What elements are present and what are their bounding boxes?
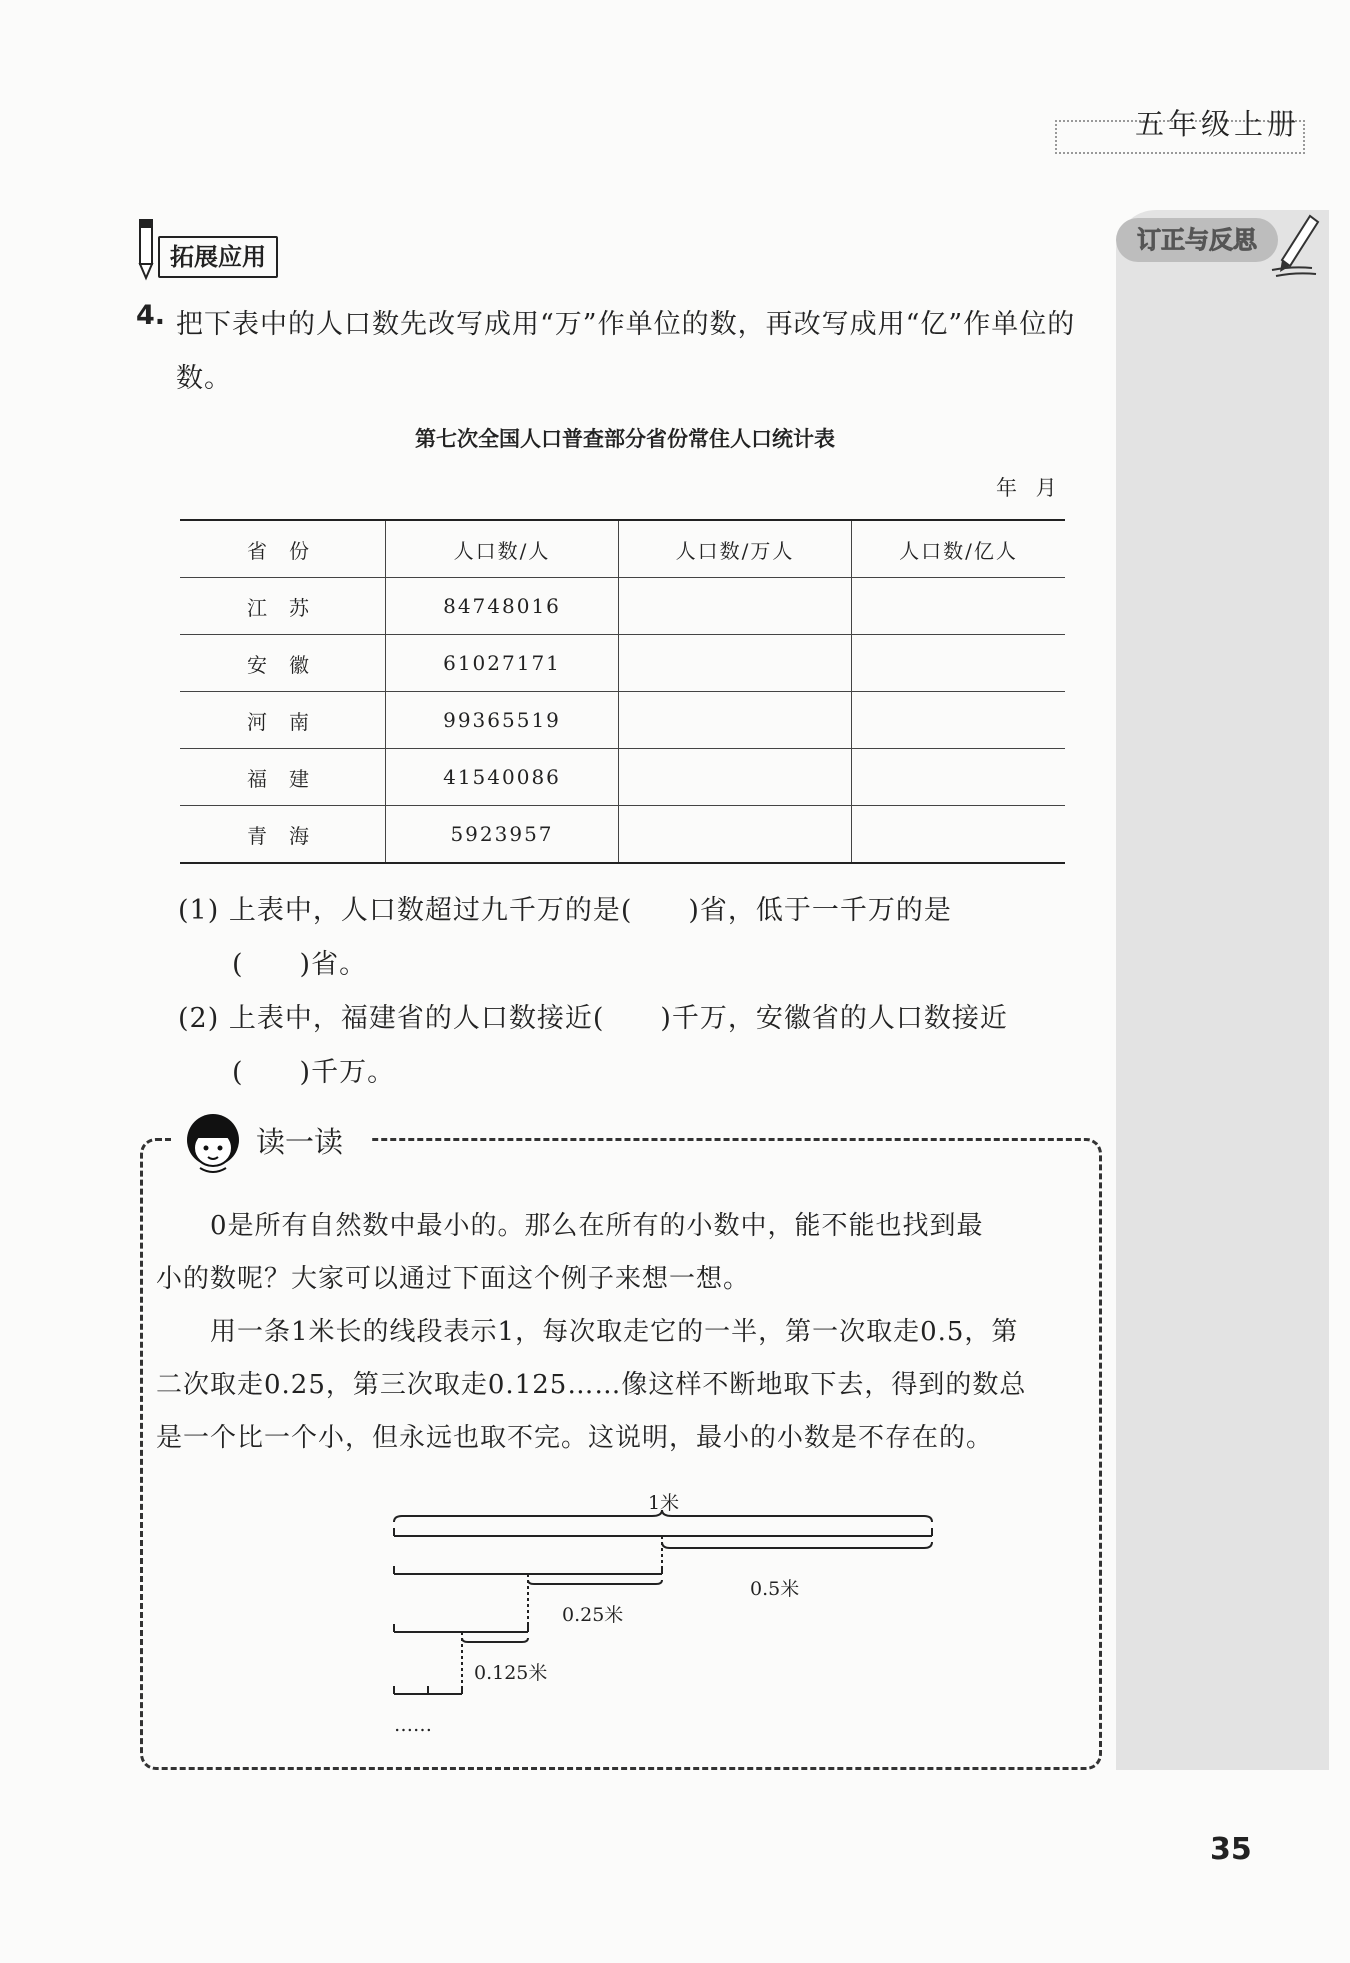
table-date: 年 月 [996,476,1063,500]
halving-segment-diagram [380,1480,960,1740]
province-cell: 青海 [180,806,386,864]
subquestion-2-line1: (2) 上表中，福建省的人口数接近( )千万，安徽省的人口数接近 [178,1003,1008,1034]
reading-para2-line1: 用一条1米长的线段表示1，每次取走它的一半，第一次取走0.5，第 [210,1317,1019,1347]
population-cell: 61027171 [386,635,619,692]
girl-avatar-icon [180,1110,246,1180]
answer-wan-cell[interactable] [619,692,852,749]
header-population-wan: 人口数/万人 [619,520,852,578]
question-text: 把下表中的人口数先改写成用“万”作单位的数，再改写成用“亿”作单位的数。 [176,309,1076,394]
answer-wan-cell[interactable] [619,578,852,635]
answer-wan-cell[interactable] [619,806,852,864]
province-cell: 安徽 [180,635,386,692]
label-eighth-meter: 0.125米 [474,1662,548,1684]
table-row [180,692,1065,749]
reading-para1-line1: 0是所有自然数中最小的。那么在所有的小数中，能不能也找到最 [210,1211,984,1241]
answer-yi-cell[interactable] [852,806,1066,864]
diagram-ellipsis: …… [394,1714,432,1736]
population-cell: 99365519 [386,692,619,749]
table-title: 第七次全国人口普查部分省份常住人口统计表 [415,427,835,451]
answer-yi-cell[interactable] [852,578,1066,635]
page-number: 35 [1210,1832,1252,1867]
label-quarter-meter: 0.25米 [562,1604,624,1626]
answer-yi-cell[interactable] [852,749,1066,806]
section-title: 拓展应用 [158,236,278,278]
population-cell: 41540086 [386,749,619,806]
answer-yi-cell[interactable] [852,692,1066,749]
header-population-yi: 人口数/亿人 [852,520,1066,578]
answer-wan-cell[interactable] [619,749,852,806]
header-province: 省份 [180,520,386,578]
population-cell: 5923957 [386,806,619,864]
population-table [180,519,1065,864]
margin-panel [1116,210,1329,1770]
province-cell: 河南 [180,692,386,749]
header-population: 人口数/人 [386,520,619,578]
answer-yi-cell[interactable] [852,635,1066,692]
question-number: 4. [136,300,166,331]
province-cell: 福建 [180,749,386,806]
reading-title: 读一读 [256,1125,344,1159]
label-one-meter: 1米 [648,1492,680,1514]
pen-icon [1262,208,1322,278]
table-row [180,578,1065,635]
answer-wan-cell[interactable] [619,635,852,692]
province-cell: 江苏 [180,578,386,635]
reading-para2-line3: 是一个比一个小，但永远也取不完。这说明，最小的小数是不存在的。 [156,1423,994,1453]
table-row [180,749,1065,806]
subquestion-1-line2: ( )省。 [232,949,368,980]
subquestion-1-line1: (1) 上表中，人口数超过九千万的是( )省，低于一千万的是 [178,895,952,926]
reading-para2-line2: 二次取走0.25，第三次取走0.125……像这样不断地取下去，得到的数总 [156,1370,1027,1400]
table-row [180,806,1065,864]
population-cell: 84748016 [386,578,619,635]
reading-para1-line2: 小的数呢？大家可以通过下面这个例子来想一想。 [156,1264,751,1294]
label-half-meter: 0.5米 [750,1578,800,1600]
table-header-row [180,520,1065,578]
table-row [180,635,1065,692]
subquestion-2-line2: ( )千万。 [232,1057,396,1088]
correction-label: 订正与反思 [1116,218,1278,262]
grade-label: 五年级上册 [1134,107,1300,141]
